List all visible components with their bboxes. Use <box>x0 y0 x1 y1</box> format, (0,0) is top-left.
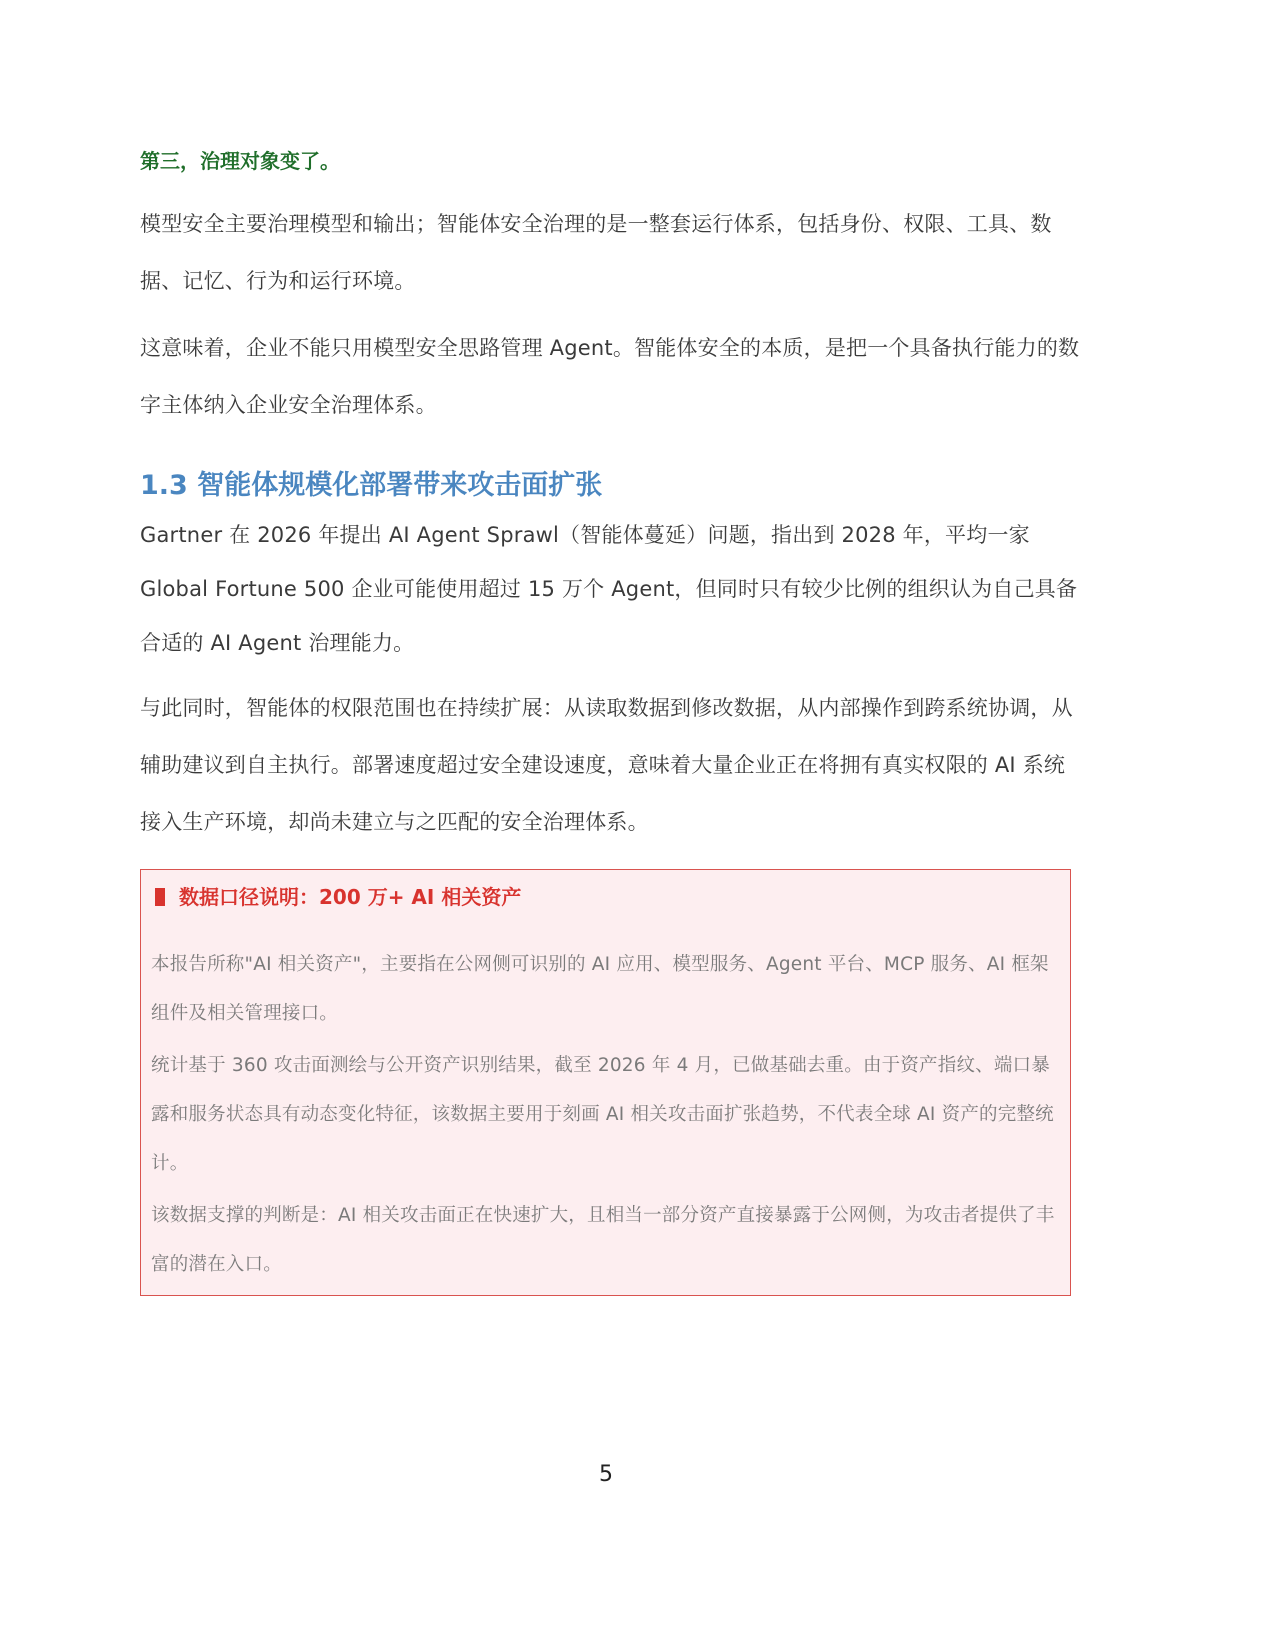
body-paragraph: 与此同时，智能体的权限范围也在持续扩展：从读取数据到修改数据，从内部操作到跨系统协调，从辅助建议到自主执行。部署速度超过安全建设速度，意味着大量企业正在将拥有真实权限的 AI 系统接入生产环境，却尚未建立与之匹配的安全治理体系。 <box>140 696 1073 834</box>
note-paragraph: 本报告所称"AI 相关资产"，主要指在公网侧可识别的 AI 应用、模型服务、Agent 平台、MCP 服务、AI 框架组件及相关管理接口。 <box>151 954 1049 1024</box>
body-paragraph: 模型安全主要治理模型和输出；智能体安全治理的是一整套运行体系，包括身份、权限、工具、数据、记忆、行为和运行环境。 <box>140 212 1052 293</box>
note-paragraph: 统计基于 360 攻击面测绘与公开资产识别结果，截至 2026 年 4 月，已做基础去重。由于资产指纹、端口暴露和服务状态具有动态变化特征，该数据主要用于刻画 AI 相关攻击面扩张趋势，不代表全球 AI 资产的完整统计。 <box>151 1055 1054 1174</box>
body-paragraph: 这意味着，企业不能只用模型安全思路管理 Agent。智能体安全的本质，是把一个具备执行能力的数字主体纳入企业安全治理体系。 <box>140 336 1080 417</box>
section-heading: 1.3 智能体规模化部署带来攻击面扩张 <box>140 470 603 501</box>
body-paragraph: Gartner 在 2026 年提出 AI Agent Sprawl（智能体蔓延）问题，指出到 2028 年，平均一家 Global Fortune 500 企业可能使用超过 15 万个 Agent，但同时只有较少比例的组织认为自己具备合适的 AI Agent 治理能力。 <box>140 523 1078 655</box>
note-paragraph: 该数据支撑的判断是：AI 相关攻击面正在快速扩大，且相当一部分资产直接暴露于公网侧，为攻击者提供了丰富的潜在入口。 <box>151 1205 1055 1275</box>
note-title-text: 数据口径说明：200 万+ AI 相关资产 <box>179 885 522 909</box>
note-title <box>155 882 521 912</box>
data-note-box <box>140 869 1071 1296</box>
lead-heading: 第三，治理对象变了。 <box>140 149 340 173</box>
page-number: 5 <box>599 1462 613 1487</box>
note-marker-icon <box>155 888 165 906</box>
